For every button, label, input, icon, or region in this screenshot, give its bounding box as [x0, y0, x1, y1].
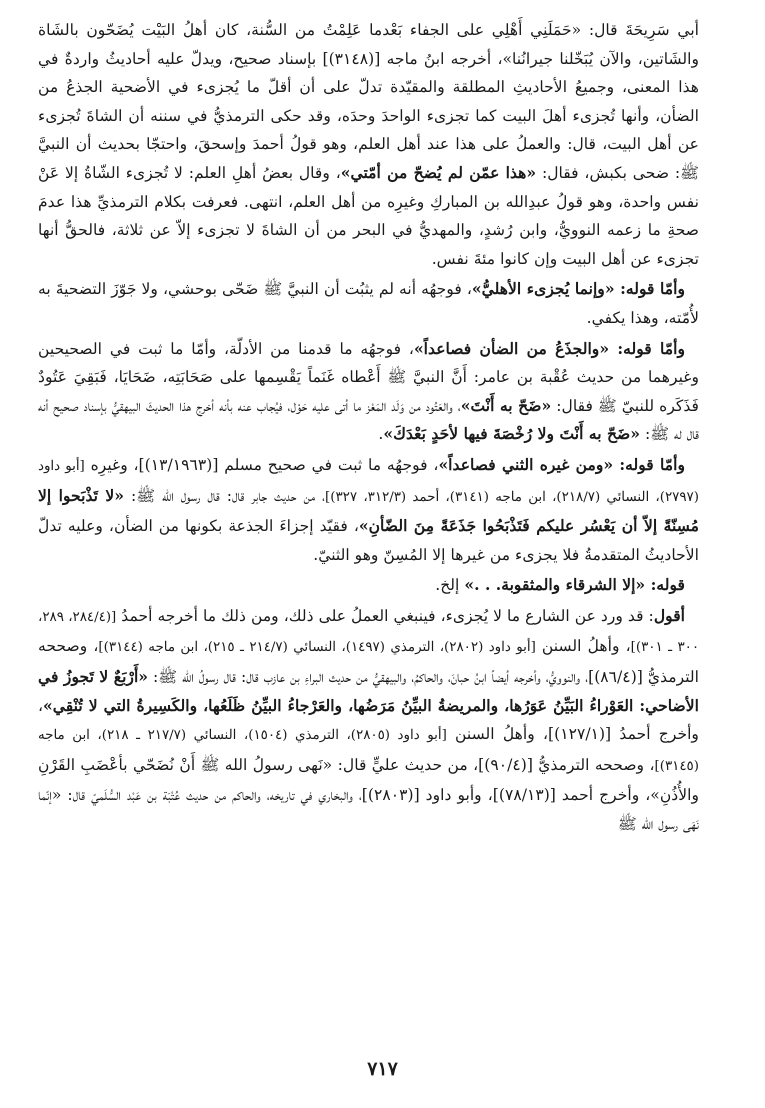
text-span: إلخ.: [435, 576, 465, 595]
bold-quote-span: «ضَحّ به أَنْتَ ولا رُخْصَةَ فيها لأحَدٍ بَعْدَكَ»: [383, 424, 641, 444]
text-span: ، وأهلُ السنن: [535, 637, 631, 656]
citation-span: [أبو داود (٢٧٩٧)، النسائي (٢١٨/٧)، ابن ماجه (٣١٤١)، أحمد (٣١٢/٣، ٣٢٧)]: [38, 458, 699, 505]
text-span: ، وصححه الترمذيُّ [(٩٠/٤)]، من حديث عليٍّ قال: «نَهى رسولُ الله ﷺ أَنْ نُضَحّي بأعْضَبِ القَرْنِ والأُذُنِ»، وأخرج أحمد [(٧٨/١٣)]، وأبو داود [(٢٨٠٣)]، والبخاري في تاريخه، والحاكم من حديث عُتْبَة بن عَبْد السُّلَميّ قال: «إنّما نَهَى رسول الله ﷺ: [38, 755, 699, 834]
text-span: ، فوجهُه أنه لم يثبُت أن النبيَّ ﷺ ضَحّى بوحشي، ولا جَوّزَ التضحيةَ به لأُمّته، وهذا يكفي.: [38, 280, 699, 327]
text-span: ، فقيّد إجزاءَ الجذعة بكونها من الضأن، وعليه تدلّ الأحاديثُ المتقدمةُ فلا يجزىء من غيرها إلا المُسِنّ وهو الثنيّ.: [38, 517, 699, 564]
text-span: ، وصححه الترمذيُّ [(٨٦/٤)]، والنوويُّ، وأخرجه أيضاً ابنُ حبانَ، والحاكمُ، والبيهقيُّ من حديث البراءِ بن عازب قال: قال رسولُ الله ﷺ:: [38, 637, 699, 687]
text-span: ، وقال بعضُ أهلِ العلم: لا تُجزىء الشّاةُ إلا عَنْ نفس واحدة، وهو قولُ عبدِالله بن المباركِ وغيرِه من أهل العلم، انتهى. فعرفت بكلام الترمذيِّ هذا عدمَ صحةِ ما زعمه النوويُّ، وابن رُشدٍ، والمهديُّ في البحر من أن الشاةَ لا تجزىء إلاّ عن ثلاثة، فالحقُّ أنها تجزىء عن أهل البيت وإن كانوا مئةَ نفس.: [38, 163, 699, 268]
text-span: ، من حديث جابر قال: قال رسول الله ﷺ:: [124, 486, 326, 505]
bold-quote-span: وأمّا قوله: «وإنما يُجزىء الأهليُّ»: [471, 279, 685, 299]
citation-span: [أبو داود (٢٨٠٢)، الترمذي (١٤٩٧)، النسائي (٢١٤/٧ ـ ٢١٥)، ابن ماجه (٣١٤٤)]: [98, 640, 536, 656]
bold-quote-span: «ضَحّ به أَنْتَ»: [460, 395, 552, 415]
paragraph-p3: [38, 335, 699, 449]
page-number: ٧١٧: [367, 1058, 398, 1080]
bold-quote-span: وأمّا قوله: «ومن غيره الثني فصاعداً»: [438, 454, 685, 474]
paragraph-p6: [38, 602, 699, 839]
text-span: ، وأخرج أحمدُ [(١٢٧/١)]، وأهلُ السنن: [38, 696, 699, 744]
text-span: ، فوجهُه ما قدمنا من الأدلّة، وأمّا ما ثبت في الصحيحين وغيرهما من حديث عُقْبة بن عامر: أَنَّ النبيَّ ﷺ أَعْطاه غَنَماً يَقْسِمها على صَحَابَتِه، ضَحَايَا، فَبَقِيَ عَتُودٌ فَذَكَره للنبيّ ﷺ فقال:: [38, 339, 699, 415]
text-span: .: [378, 425, 384, 444]
bold-quote-span: وأمّا قوله: «والجذَعُ من الضأن فصاعداً»: [413, 338, 685, 358]
bold-quote-span: أقول: [653, 605, 685, 625]
citation-span: [أبو داود (٢٨٠٥)، الترمذي (١٥٠٤)، النسائي (٢١٧/٧ ـ ٢١٨)، ابن ماجه (٣١٤٥)]: [38, 728, 699, 774]
paragraph-p5: [38, 571, 699, 600]
paragraph-p2: [38, 275, 699, 332]
bold-quote-span: «هذا عمّن لم يُضحّ من أمّتي»: [340, 162, 537, 182]
text-span: ، والعَتُود من وَلَد المَعْز ما أتى عليه حَوْل، فيُجاب عنه بأنه أخرج هذا الحديثَ البيهقيُّ بإسناد صحيح أنه قال له ﷺ:: [38, 396, 699, 444]
bold-quote-span: قوله: «إلا الشرقاء والمثقوبة. . .»: [464, 575, 685, 595]
text-span: أبي سَرِيحَةَ قال: «حَمَلَنِي أَهْلِي على الجفاء بَعْدما عَلِمْتُ من السُّنة، كان أهلُ البَيْت يُضَحّون بالشَاة والشَاتين، والآن يُبَخّلنا جيرانُنا»، أخرجه ابنُ ماجه [(٣١٤٨)] بإسناد صحيح، ويدلّ عليه أحاديثُ واردةٌ في هذا المعنى، وجميعُ الأحاديثِ المطلقة والمقيّدة تدلّ على أن أقلّ ما يُجزىء في الأضحية الجذعُ من الضأن، وأنها تُجزىء أهلَ البيت كما تجزىء الواحدَ وحدَه، وقد حكى الترمذيُّ في سننه أن الشاةَ تُجزىء عن أهل البيت، قال: والعملُ على هذا عند أهل العلم، وهو قولُ أحمدَ وإسحقَ، واحتجّا بحديث أن النبيَّ ﷺ: ضحى بكبش، فقال:: [38, 21, 699, 182]
text-span: ، فوجهُه ما ثبت في صحيح مسلم [(١٣/١٩٦٣)]، وغيرِه: [84, 455, 439, 474]
bold-quote-span: «أَرْبَعٌ لا تَجوزُ في الأضاحي: العَوْراءُ البَيِّنُ عَوَرُها، والمريضةُ البيِّنُ مَرَضُها، والعَرْجاءُ البيِّنُ ظَلَعُها، والكَسِيرةُ التي لا تُنْقِي»: [38, 667, 699, 715]
bold-quote-span: «لا تَذْبَحوا إلا مُسِنّةً إلاّ أن يَعْسُر عليكم فَتَذْبَحُوا جَذَعَةً مِنَ الضّأنِ»: [38, 485, 699, 536]
citation-span: [(٢٨٤/٤، ٢٨٩، ٣٠٠ ـ ٣٠١)]: [38, 609, 700, 656]
text-span: : قد ورد عن الشارع ما لا يُجزىء، فينبغي العملُ على ذلك، ومن ذلك ما أخرجه أحمدُ: [116, 606, 654, 625]
paragraph-p4: [38, 451, 699, 569]
page-body-text: [38, 16, 699, 839]
paragraph-p1: [38, 16, 699, 273]
